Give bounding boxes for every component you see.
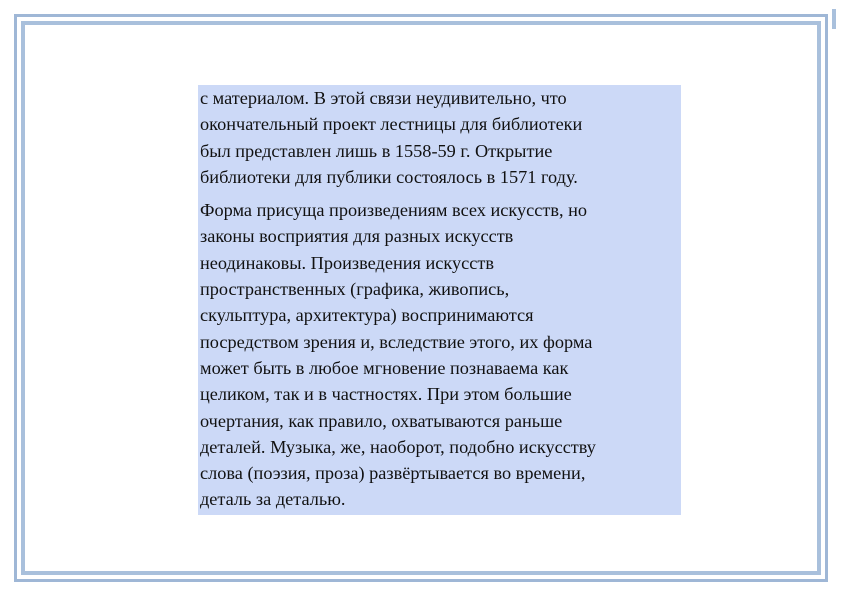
text-line: деталь за деталью. [200, 489, 346, 510]
text-line: может быть в любое мгновение познаваема как [200, 357, 569, 378]
text-line: был представлен лишь в 1558-59 г. Открытие [200, 140, 553, 161]
text-line: законы восприятия для разных искусств [200, 226, 514, 247]
text-box [198, 85, 681, 515]
text-line: окончательный проект лестницы для библиотеки [200, 114, 583, 135]
text-line: очертания, как правило, охватываются раньше [200, 410, 563, 431]
text-line: целиком, так и в частностях. При этом большие [200, 384, 572, 405]
slide-frame-corner [832, 9, 836, 29]
text-line: скульптура, архитектура) воспринимаются [200, 305, 534, 326]
text-line: с материалом. В этой связи неудивительно, что [200, 88, 567, 108]
text-line: Форма присуща произведениям всех искусств, но [200, 200, 588, 221]
paragraph-2 [200, 197, 679, 513]
paragraph-1 [200, 85, 679, 190]
text-line: пространственных (графика, живопись, [200, 279, 510, 300]
text-line: библиотеки для публики состоялось в 1571 году. [200, 166, 578, 187]
text-line: слова (поэзия, проза) развёртывается во времени, [200, 463, 586, 484]
text-line: посредством зрения и, вследствие этого, их форма [200, 331, 593, 352]
text-line: деталей. Музыка, же, наоборот, подобно искусству [200, 436, 596, 457]
text-line: неодинаковы. Произведения искусств [200, 252, 494, 273]
